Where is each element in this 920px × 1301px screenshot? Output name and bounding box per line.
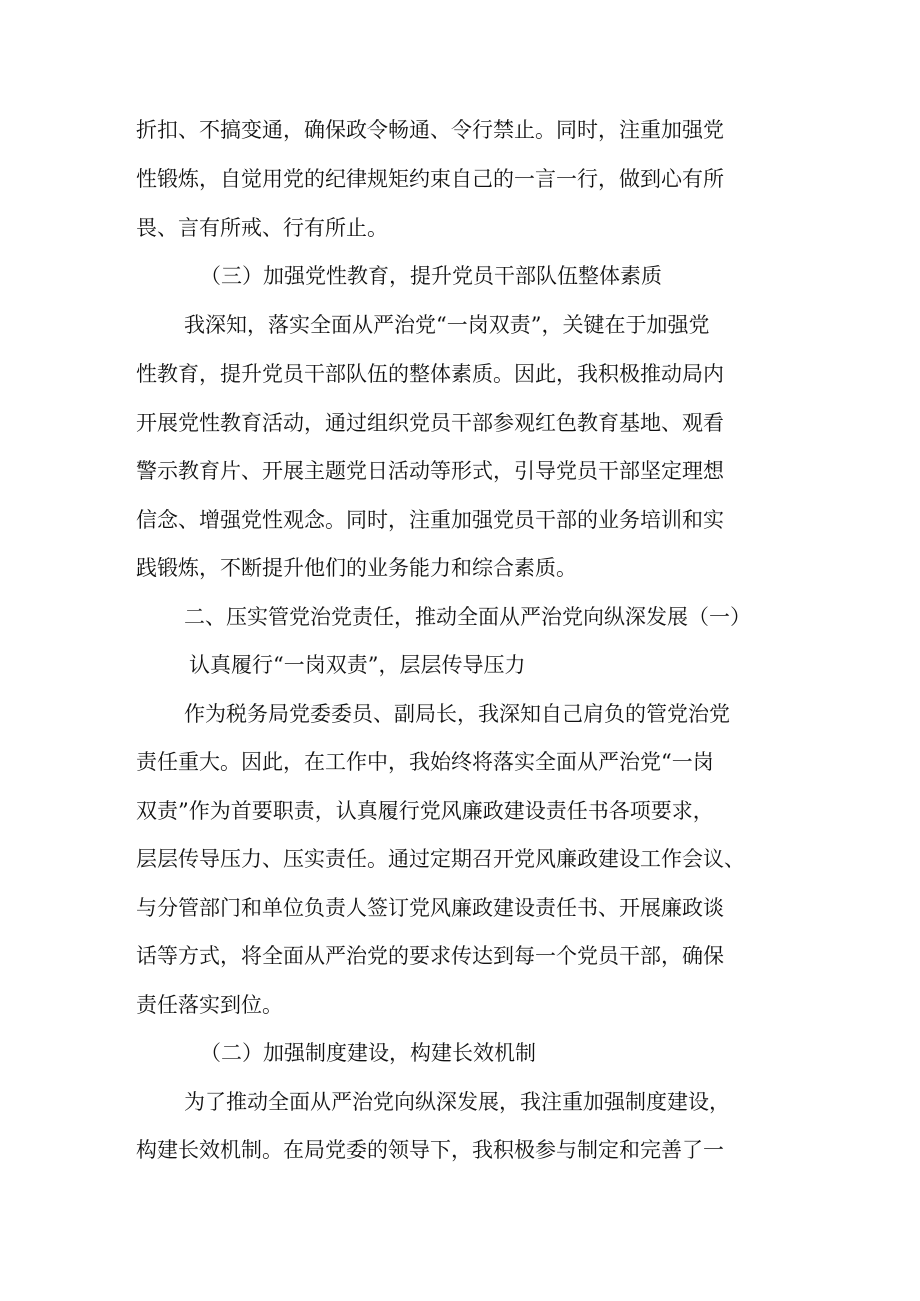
- text-line: 警示教育片、开展主题党日活动等形式，引导党员干部坚定理想: [136, 459, 724, 483]
- text-line: 我深知，落实全面从严治党“一岗双责”，关键在于加强党: [184, 313, 710, 337]
- section-heading: 认真履行“一岗双责”，层层传导压力: [189, 653, 526, 677]
- text-line: 层层传导压力、压实责任。通过定期召开党风廉政建设工作会议、: [136, 847, 745, 871]
- text-line: 信念、增强党性观念。同时，注重加强党员干部的业务培训和实: [136, 508, 724, 532]
- section-heading: 二、压实管党治党责任，推动全面从严治党向纵深发展（一）: [184, 605, 751, 629]
- text-line: 与分管部门和单位负责人签订党风廉政建设责任书、开展廉政谈: [136, 896, 724, 920]
- text-line: 性锻炼，自觉用党的纪律规矩约束自己的一言一行，做到心有所: [136, 167, 724, 191]
- text-line: 开展党性教育活动，通过组织党员干部参观红色教育基地、观看: [136, 411, 724, 435]
- text-line: 作为税务局党委委员、副局长，我深知自己肩负的管党治党: [184, 702, 730, 726]
- text-line: 折扣、不搞变通，确保政令畅通、令行禁止。同时，注重加强党: [136, 118, 724, 142]
- text-line: 责任落实到位。: [136, 993, 283, 1017]
- text-line: 畏、言有所戒、行有所止。: [136, 216, 388, 240]
- section-heading: （二）加强制度建设，构建长效机制: [200, 1041, 536, 1065]
- text-line: 双责”作为首要职责，认真履行党风廉政建设责任书各项要求，: [136, 799, 714, 823]
- section-heading: （三）加强党性教育，提升党员干部队伍整体素质: [200, 264, 662, 288]
- text-line: 话等方式，将全面从严治党的要求传达到每一个党员干部，确保: [136, 944, 724, 968]
- text-line: 践锻炼，不断提升他们的业务能力和综合素质。: [136, 556, 577, 580]
- text-line: 性教育，提升党员干部队伍的整体素质。因此，我积极推动局内: [136, 362, 724, 386]
- text-line: 构建长效机制。在局党委的领导下，我积极参与制定和完善了一: [136, 1138, 724, 1162]
- text-line: 责任重大。因此，在工作中，我始终将落实全面从严治党“一岗: [136, 750, 714, 774]
- text-line: 为了推动全面从严治党向纵深发展，我注重加强制度建设，: [184, 1090, 730, 1114]
